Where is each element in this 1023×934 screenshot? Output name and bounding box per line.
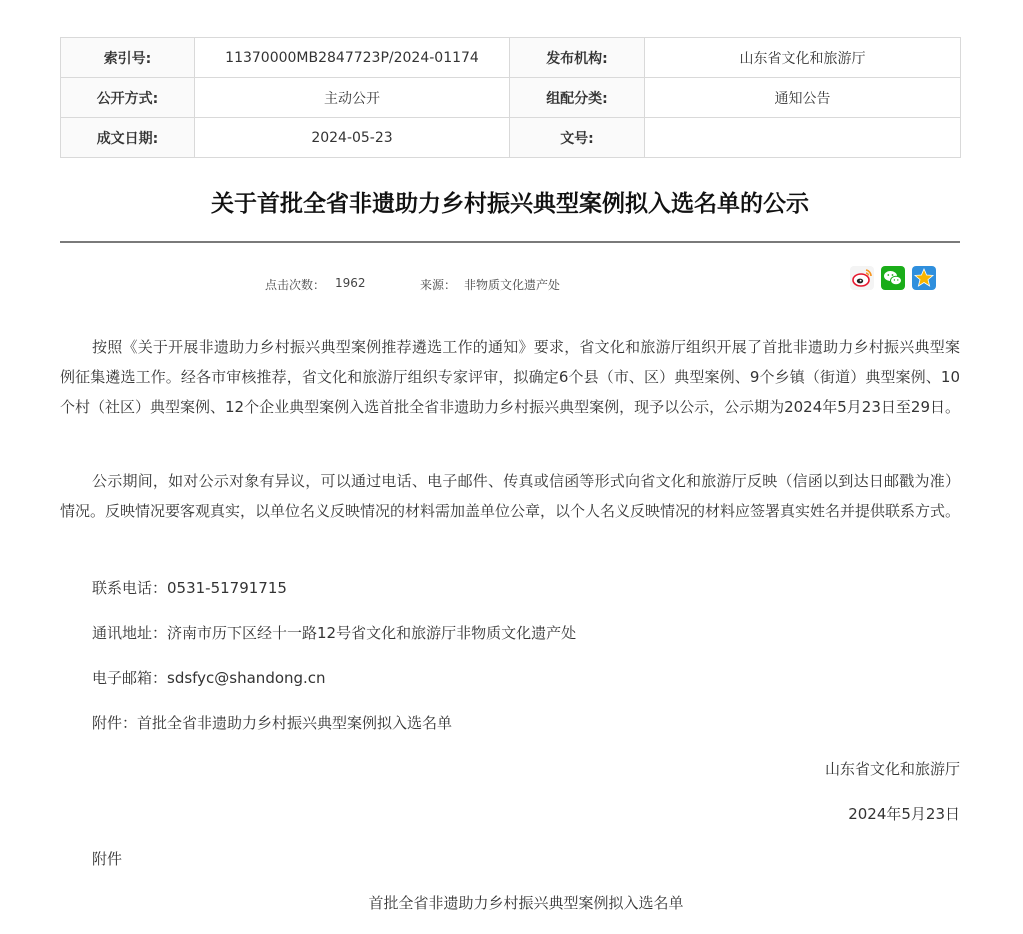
publisher-value: 山东省文化和旅游厅 <box>645 38 961 78</box>
disclosure-value: 主动公开 <box>195 78 510 118</box>
source-value: 非物质文化遗产处 <box>464 278 561 292</box>
wechat-icon <box>881 266 905 290</box>
date-label: 成文日期: <box>61 118 195 158</box>
metadata-row <box>61 78 961 118</box>
appendix-title: 首批全省非遗助力乡村振兴典型案例拟入选名单 <box>368 894 684 912</box>
views-count: 1962 <box>335 276 366 290</box>
qzone-share-button[interactable] <box>912 266 936 290</box>
disclosure-label: 公开方式: <box>61 78 195 118</box>
body-paragraph-2: 公示期间，如对公示对象有异议，可以通过电话、电子邮件、传真或信函等形式向省文化和旅游厅反映（信函以到达日邮戳为准）情况。反映情况要客观真实，以单位名义反映情况的材料需加盖单位公章，以个人名义反映情况的材料应签署真实姓名并提供联系方式。 <box>60 472 961 520</box>
date-value: 2024-05-23 <box>195 118 510 158</box>
contact-phone: 联系电话：0531-51791715 <box>92 579 287 597</box>
weibo-share-button[interactable] <box>850 266 874 290</box>
category-label: 组配分类: <box>510 78 645 118</box>
docno-value <box>645 118 961 158</box>
title-divider <box>60 241 960 243</box>
category-value: 通知公告 <box>645 78 961 118</box>
weibo-icon <box>850 266 874 290</box>
qzone-icon <box>912 266 936 290</box>
page-title: 关于首批全省非遗助力乡村振兴典型案例拟入选名单的公示 <box>211 191 809 217</box>
index-label: 索引号: <box>61 38 195 78</box>
metadata-row <box>61 38 961 78</box>
index-value: 11370000MB2847723P/2024-01174 <box>195 38 510 78</box>
source-label: 来源： <box>420 278 457 292</box>
appendix-label: 附件 <box>92 850 123 868</box>
attachment-line: 附件：首批全省非遗助力乡村振兴典型案例拟入选名单 <box>92 714 453 732</box>
metadata-row <box>61 118 961 158</box>
docno-label: 文号: <box>510 118 645 158</box>
body-paragraph-1: 按照《关于开展非遗助力乡村振兴典型案例推荐遴选工作的通知》要求，省文化和旅游厅组织开展了首批非遗助力乡村振兴典型案例征集遴选工作。经各市审核推荐，省文化和旅游厅组织专家评审，拟确定6个县（市、区）典型案例、9个乡镇（街道）典型案例、10个村（社区）典型案例、12个企业典型案例入选首批全省非遗助力乡村振兴典型案例，现予以公示，公示期为2024年5月23日至29日。 <box>60 338 960 416</box>
contact-address: 通讯地址：济南市历下区经十一路12号省文化和旅游厅非物质文化遗产处 <box>92 624 577 642</box>
signature-date: 2024年5月23日 <box>848 805 960 823</box>
wechat-share-button[interactable] <box>881 266 905 290</box>
views-label: 点击次数： <box>265 278 326 292</box>
metadata-table <box>60 37 961 158</box>
signature-org: 山东省文化和旅游厅 <box>824 760 960 778</box>
publisher-label: 发布机构: <box>510 38 645 78</box>
contact-email: 电子邮箱：sdsfyc@shandong.cn <box>92 669 326 687</box>
